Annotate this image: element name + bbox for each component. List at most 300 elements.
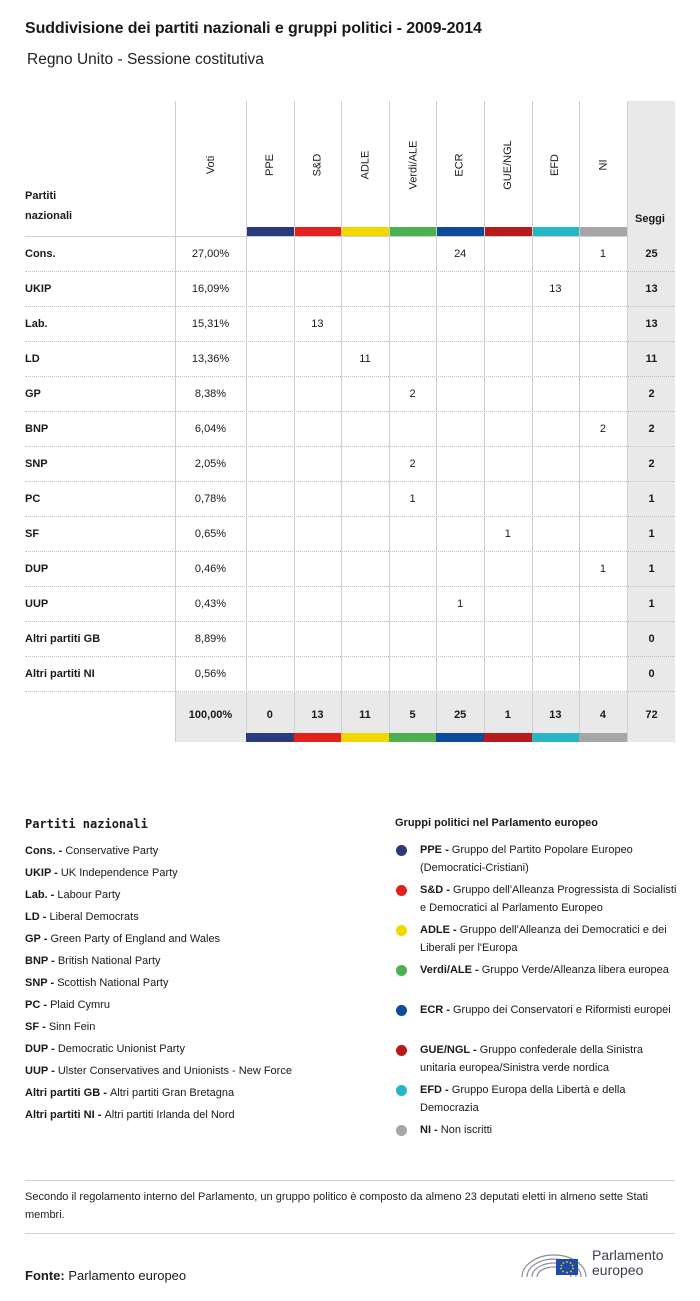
group-seats [436,517,484,551]
group-total: 0 [266,709,273,721]
group-total: 13 [311,709,324,721]
party-legend-item [25,1082,385,1104]
group-color-dot-icon [396,845,407,856]
group-color-dot-icon [396,1125,407,1136]
table-row [25,622,675,657]
party-legend-item [25,840,385,862]
group-seats [389,307,437,341]
party-full-name: Altri partiti Irlanda del Nord [104,1109,235,1121]
group-seats [389,657,437,691]
group-seats [436,377,484,411]
group-legend-item [395,881,680,921]
group-seats [484,412,532,446]
group-seats [579,272,627,306]
group-header-label: GUE/NGL [502,140,515,190]
group-seats [294,342,342,376]
group-seats [389,552,437,586]
table-row [25,587,675,622]
group-seats [436,272,484,306]
column-divider [579,101,580,742]
source-label: Fonte: [25,1268,65,1283]
party-name: Altri partiti GB [25,633,101,645]
vote-share: 0,46% [194,563,227,575]
party-abbr: SNP - [25,977,58,989]
group-color-strip [294,227,342,236]
group-seats: 1 [457,598,464,610]
group-color-strip-bottom [532,733,580,742]
party-abbr: Lab. - [25,889,58,901]
group-abbr: Verdi/ALE - [420,964,482,976]
table-row [25,272,675,307]
group-seats [341,272,389,306]
vote-share: 0,65% [194,528,227,540]
group-seats [341,482,389,516]
party-name: Altri partiti NI [25,668,95,680]
party-column-header [25,186,72,226]
total-seats: 2 [648,423,655,435]
group-seats [246,342,294,376]
group-seats [484,587,532,621]
group-color-strip-bottom [484,733,532,742]
group-seats: 13 [549,283,562,295]
group-color-strip [436,227,484,236]
group-seats [532,412,580,446]
group-header-ecr [450,153,470,177]
total-seats: 1 [648,563,655,575]
group-header-adle [355,150,375,180]
group-full-name: Gruppo dell'Alleanza dei Democratici e dei Liberali per l'Europa [420,924,667,954]
group-seats [341,587,389,621]
group-seats [484,342,532,376]
group-color-dot-icon [396,1085,407,1096]
group-total: 11 [359,709,371,721]
group-abbr: ADLE - [420,924,460,936]
group-full-name: Gruppo del Partito Popolare Europeo (Democratici-Cristiani) [420,844,633,874]
group-seats [436,412,484,446]
seats-column-header: Seggi [635,213,665,225]
table-row [25,237,675,272]
party-legend-title: Partiti nazionali [25,817,148,831]
group-total: 4 [599,709,607,721]
group-seats [246,447,294,481]
party-legend-item [25,1016,385,1038]
party-header-line2: nazionali [25,210,73,222]
party-abbr: GP - [25,933,51,945]
party-legend-item [25,906,385,928]
group-full-name: Non iscritti [440,1124,493,1136]
group-header-label: PPE [264,153,277,177]
group-seats [436,657,484,691]
party-legend-item [25,1038,385,1060]
group-header-label: EFD [549,154,561,176]
total-seats: 2 [648,458,655,470]
group-seats [579,587,627,621]
group-seats [341,307,389,341]
group-seats [436,342,484,376]
group-seats [532,307,580,341]
vote-share: 8,38% [194,388,227,400]
party-full-name: Democratic Unionist Party [57,1043,185,1055]
party-full-name: Conservative Party [65,845,159,857]
column-divider [175,101,176,742]
group-legend-item [395,1041,680,1081]
logo-line2: europeo [592,1262,644,1278]
group-seats: 2 [409,458,416,470]
group-seats [532,587,580,621]
group-seats [341,517,389,551]
group-seats [532,657,580,691]
party-name: BNP [25,423,49,435]
group-seats [341,237,389,271]
group-seats [579,482,627,516]
vote-share: 0,78% [194,493,227,505]
group-seats [246,237,294,271]
group-color-dot-icon [396,925,407,936]
party-abbr: Cons. - [25,845,66,857]
group-seats [532,237,580,271]
group-header-gue [498,140,518,190]
total-seats: 25 [645,248,658,260]
group-seats [484,307,532,341]
party-name: Cons. [25,248,56,260]
group-legend-item [395,961,680,1001]
group-seats [294,447,342,481]
column-divider [246,101,247,742]
group-seats [532,342,580,376]
group-abbr: PPE - [420,844,452,856]
group-seats [579,622,627,656]
group-full-name: Gruppo dell'Alleanza Progressista di Socialisti e Democratici al Parlamento Europeo [420,884,677,914]
group-color-strip [246,227,294,236]
column-divider [532,101,533,742]
party-legend-item [25,994,385,1016]
group-seats [246,482,294,516]
group-seats [246,517,294,551]
group-total: 1 [504,709,511,721]
table-row [25,552,675,587]
total-seats: 13 [645,318,658,330]
group-color-dot-icon [396,965,407,976]
group-color-strip-bottom [579,733,627,742]
group-seats [341,657,389,691]
party-abbr: PC - [25,999,51,1011]
group-seats [246,587,294,621]
column-divider [294,101,295,742]
group-seats [579,517,627,551]
group-seats [579,657,627,691]
grand-total-seats: 72 [645,709,658,721]
party-name: UUP [25,598,49,610]
group-seats [436,307,484,341]
hemicycle-icon [520,1243,588,1283]
group-seats [484,237,532,271]
group-color-strip-bottom [294,733,342,742]
group-color-strip [389,227,437,236]
group-header-label: Verdi/ALE [407,140,420,190]
group-seats [389,237,437,271]
group-seats [579,342,627,376]
table-row [25,377,675,412]
total-seats: 2 [648,388,655,400]
group-seats [389,622,437,656]
total-seats: 1 [648,528,655,540]
group-seats [294,587,342,621]
vote-share: 8,89% [194,633,227,645]
table-row [25,342,675,377]
group-color-strip-bottom [341,733,389,742]
party-legend [25,817,385,1126]
group-seats [484,482,532,516]
party-name: GP [25,388,41,400]
party-full-name: Ulster Conservatives and Unionists - New Force [57,1065,292,1077]
group-seats [341,447,389,481]
divider [25,1180,675,1181]
group-header-ni [593,159,613,171]
votes-header-label: Voti [204,155,217,175]
parliament-logo [520,1243,680,1283]
party-abbr: Altri partiti NI - [25,1109,105,1121]
group-color-dot-icon [396,1005,407,1016]
column-divider [389,101,390,742]
group-seats [341,622,389,656]
group-seats [294,517,342,551]
vote-share: 16,09% [191,283,230,295]
party-abbr: BNP - [25,955,58,967]
total-seats: 13 [645,283,658,295]
group-seats [294,552,342,586]
group-color-strip [532,227,580,236]
group-seats: 1 [409,493,416,505]
group-total: 25 [454,709,467,721]
party-abbr: UUP - [25,1065,58,1077]
party-abbr: DUP - [25,1043,58,1055]
group-seats [294,482,342,516]
group-seats [389,587,437,621]
group-seats [579,447,627,481]
group-full-name: Gruppo confederale della Sinistra unitaria europea/Sinistra verde nordica [420,1044,643,1074]
party-legend-item [25,884,385,906]
vote-share: 0,56% [194,668,227,680]
group-seats [246,412,294,446]
group-seats: 1 [599,248,607,260]
column-divider [627,101,628,742]
party-legend-item [25,928,385,950]
party-header-line1: Partiti [25,190,57,202]
group-header-label: NI [597,159,609,171]
logo-text [592,1248,664,1278]
table-header [25,101,675,237]
group-seats [341,377,389,411]
group-seats [532,482,580,516]
group-color-strip-bottom [436,733,484,742]
group-header-label: ECR [454,153,467,177]
table-row [25,657,675,692]
group-full-name: Gruppo Verde/Alleanza libera europea [481,964,669,976]
group-seats [484,377,532,411]
table-row [25,517,675,552]
group-seats [294,272,342,306]
group-seats [246,307,294,341]
group-legend-item [395,841,680,881]
party-legend-item [25,862,385,884]
total-votes: 100,00% [188,709,233,721]
group-color-dot-icon [396,885,407,896]
page-subtitle: Regno Unito - Sessione costitutiva [27,51,264,68]
vote-share: 0,43% [194,598,227,610]
party-full-name: British National Party [57,955,161,967]
group-header-verdi [403,140,423,190]
group-seats: 13 [311,318,324,330]
party-full-name: Labour Party [57,889,121,901]
group-full-name: Gruppo dei Conservatori e Riformisti europei [453,1004,671,1016]
group-seats [436,482,484,516]
party-legend-item [25,1104,385,1126]
group-seats [484,657,532,691]
page-title: Suddivisione dei partiti nazionali e gruppi politici - 2009-2014 [25,20,482,37]
party-full-name: Liberal Democrats [49,911,139,923]
group-seats [532,377,580,411]
group-seats [484,447,532,481]
group-seats [389,517,437,551]
party-name: LD [25,353,40,365]
vote-share: 15,31% [191,318,230,330]
seats-table [25,101,675,742]
group-seats: 1 [504,528,511,540]
party-legend-item [25,950,385,972]
group-seats [484,272,532,306]
group-seats [294,622,342,656]
group-seats: 11 [359,353,371,365]
group-seats [532,622,580,656]
party-abbr: UKIP - [25,867,61,879]
group-seats [484,622,532,656]
source-value: Parlamento europeo [68,1268,187,1283]
total-seats: 1 [648,493,655,505]
group-legend [395,817,680,1141]
group-full-name: Gruppo Europa della Libertà e della Democrazia [420,1084,626,1114]
group-header-efd [545,154,565,176]
group-abbr: NI - [420,1124,441,1136]
party-name: Lab. [25,318,48,330]
group-abbr: EFD - [420,1084,452,1096]
group-legend-item [395,1121,680,1141]
group-color-strip [579,227,627,236]
group-seats [294,237,342,271]
group-seats: 24 [454,248,467,260]
group-seats [484,552,532,586]
party-full-name: Scottish National Party [57,977,169,989]
party-name: PC [25,493,41,505]
group-seats [532,447,580,481]
group-seats: 2 [409,388,416,400]
group-seats [294,412,342,446]
party-name: UKIP [25,283,52,295]
group-seats [246,552,294,586]
group-seats [532,552,580,586]
group-seats [436,552,484,586]
column-divider [484,101,485,742]
column-divider [341,101,342,742]
party-abbr: SF - [25,1021,49,1033]
group-seats [246,272,294,306]
party-abbr: LD - [25,911,50,923]
logo-line1: Parlamento [592,1247,664,1263]
total-seats: 1 [648,598,655,610]
group-seats [341,412,389,446]
group-abbr: ECR - [420,1004,453,1016]
group-seats [532,517,580,551]
group-seats: 2 [599,423,607,435]
table-row [25,482,675,517]
group-total: 13 [549,709,562,721]
group-seats [389,342,437,376]
table-body [25,237,675,692]
party-full-name: Altri partiti Gran Bretagna [109,1087,235,1099]
party-name: DUP [25,563,49,575]
table-row [25,447,675,482]
party-full-name: UK Independence Party [60,867,178,879]
group-header-label: S&D [311,153,323,177]
group-total: 5 [409,709,416,721]
group-legend-title: Gruppi politici nel Parlamento europeo [395,817,598,829]
group-seats: 1 [599,563,607,575]
group-seats [389,272,437,306]
group-seats [389,412,437,446]
group-seats [436,447,484,481]
group-color-strip-bottom [389,733,437,742]
party-legend-item [25,972,385,994]
vote-share: 27,00% [191,248,230,260]
group-header-ppe [260,153,280,177]
vote-share: 2,05% [194,458,227,470]
group-seats [436,622,484,656]
party-legend-item [25,1060,385,1082]
party-name: SF [25,528,40,540]
group-legend-item [395,1001,680,1041]
total-seats: 0 [648,633,655,645]
group-abbr: S&D - [420,884,453,896]
group-color-strip-bottom [246,733,294,742]
group-seats [294,377,342,411]
total-seats: 11 [645,353,658,365]
party-full-name: Sinn Fein [48,1021,96,1033]
group-color-strip [484,227,532,236]
group-seats [246,657,294,691]
group-seats [294,657,342,691]
group-seats [246,377,294,411]
group-seats [579,307,627,341]
group-header-label: ADLE [359,150,371,180]
group-legend-item [395,1081,680,1121]
group-color-strip [341,227,389,236]
footnote: Secondo il regolamento interno del Parlamento, un gruppo politico è composto da almeno 23 deputati eletti in almeno sette Stati membri. [25,1191,649,1221]
group-legend-item [395,921,680,961]
total-seats: 0 [648,668,655,680]
group-header-sd [307,153,327,177]
group-seats [246,622,294,656]
group-seats [579,377,627,411]
party-full-name: Green Party of England and Wales [50,933,221,945]
party-name: SNP [25,458,48,470]
table-row [25,412,675,447]
source [25,1268,186,1283]
table-row [25,307,675,342]
divider [25,1233,675,1234]
group-color-dot-icon [396,1045,407,1056]
column-divider [436,101,437,742]
vote-share: 6,04% [194,423,227,435]
party-full-name: Plaid Cymru [50,999,110,1011]
